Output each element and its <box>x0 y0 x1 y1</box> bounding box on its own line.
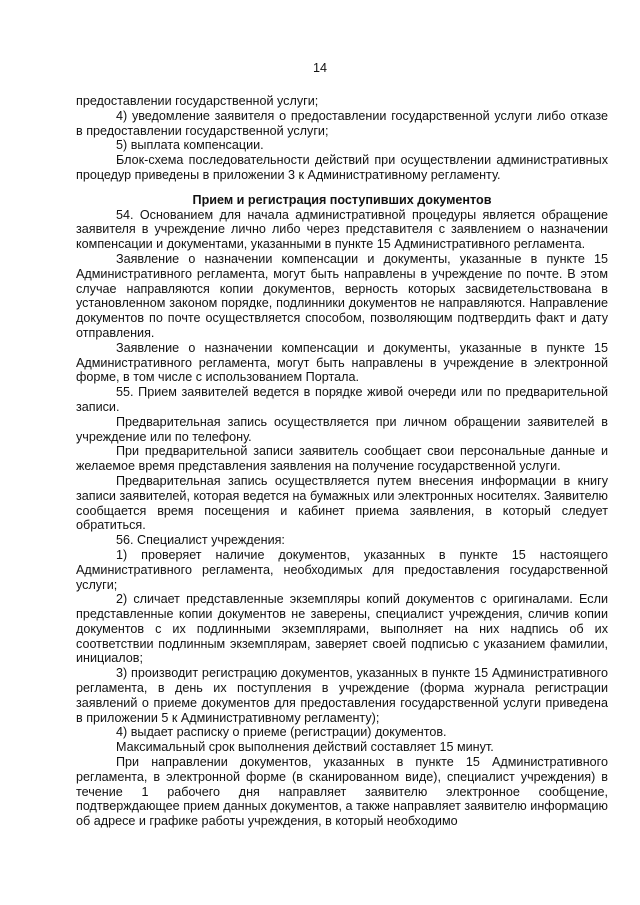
paragraph: При направлении документов, указанных в пункте 15 Административного регламента, в электронной форме (в сканированном виде), специалист учреждения) в течение 1 рабочего дня направляет заявителю электронное сообщение, подтверждающее прием данных документов, а также направляет заявителю информацию об адресе и графике работы учреждения, в который необходимо <box>76 755 608 829</box>
paragraph: Предварительная запись осуществляется при личном обращении заявителей в учреждение или по телефону. <box>76 414 608 444</box>
section-heading: Прием и регистрация поступивших документов <box>192 192 492 207</box>
paragraph: 4) выдает расписку о приеме (регистрации) документов. <box>116 725 447 740</box>
paragraph: 2) сличает представленные экземпляры копий документов с оригиналами. Если представленные копии документов не заверены, специалист учреждения, сличив копии документов с их подлинными экземплярами, выполняет на них надпись об их соответствии подлинным экземплярам, заверяет своей подписью с указанием фамилии, инициалов; <box>76 592 608 666</box>
paragraph: 55. Прием заявителей ведется в порядке живой очереди или по предварительной записи. <box>76 385 608 414</box>
paragraph: Максимальный срок выполнения действий составляет 15 минут. <box>116 740 494 755</box>
paragraph: 54. Основанием для начала административной процедуры является обращение заявителя в учреждение лично либо через представителя с заявлением о назначении компенсации и документами, указанными в пункте 15 Административного регламента. <box>76 207 608 252</box>
paragraph: 5) выплата компенсации. <box>116 138 264 153</box>
paragraph: 1) проверяет наличие документов, указанных в пункте 15 настоящего Административного регламента, необходимых для предоставления государственной услуги; <box>76 547 608 592</box>
paragraph: 56. Специалист учреждения: <box>116 533 285 548</box>
paragraph: Заявление о назначении компенсации и документы, указанные в пункте 15 Административного регламента, могут быть направлены в учреждение в электронной форме, в том числе с использованием Портала. <box>76 340 608 385</box>
paragraphs-before <box>76 94 608 183</box>
paragraph: 3) производит регистрацию документов, указанных в пункте 15 Административного регламента, в день их поступления в учреждение (форма журнала регистрации заявлений о приеме документов для предоставления государственной услуги приведена в приложении 5 к Административному регламенту); <box>76 666 608 725</box>
paragraph: 4) уведомление заявителя о предоставлении государственной услуги либо отказе в предоставлении государственной услуги; <box>76 108 608 138</box>
paragraph: При предварительной записи заявитель сообщает свои персональные данные и желаемое время представления заявления на получение государственной услуги. <box>76 444 608 474</box>
page-number: 14 <box>312 61 327 75</box>
paragraph: Предварительная запись осуществляется путем внесения информации в книгу записи заявителей, которая ведется на бумажных или электронных носителях. Заявителю сообщается время посещения и кабинет приема заявления, в который следует обратиться. <box>76 473 608 533</box>
paragraph: предоставлении государственной услуги; <box>76 94 319 108</box>
paragraphs-after <box>76 208 608 829</box>
paragraph: Заявление о назначении компенсации и документы, указанные в пункте 15 Административного регламента, могут быть направлены в учреждение по почте. В этом случае направляются копии документов, верность которых засвидетельствована в установленном законом порядке, подлинники документов не направляются. Направление документов по почте осуществляется способом, позволяющим подтвердить факт и дату отправления. <box>76 251 608 340</box>
paragraph: Блок-схема последовательности действий при осуществлении административных процедур приведены в приложении 3 к Административному регламенту. <box>76 153 608 182</box>
document-body <box>76 94 608 829</box>
